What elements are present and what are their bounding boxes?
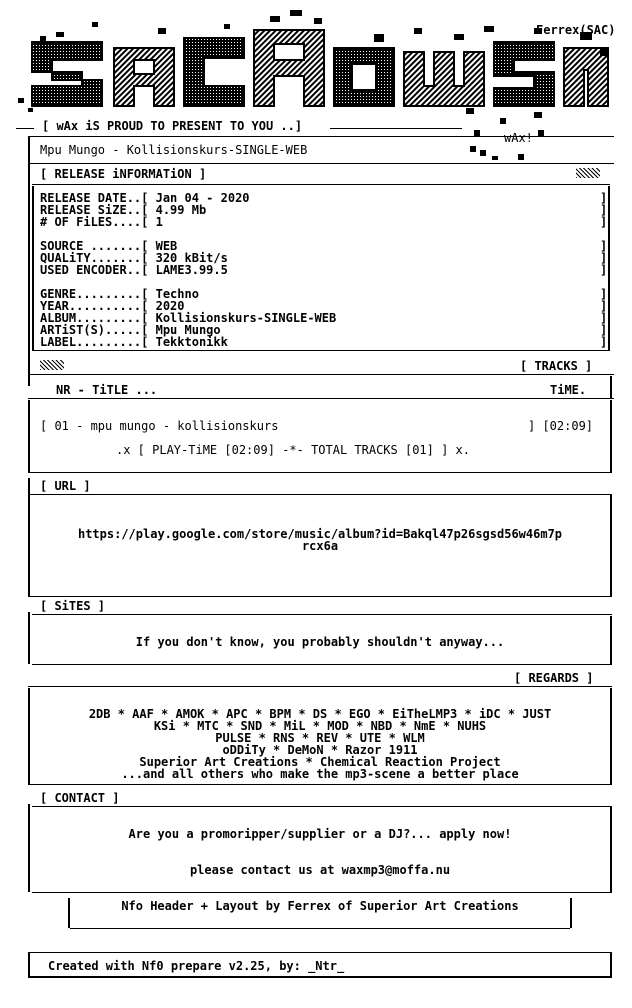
release-info-heading: [ RELEASE iNFORMATiON ] (40, 167, 207, 181)
section-left-bar-inner (32, 186, 34, 350)
info-label: YEAR..........[ (40, 299, 149, 313)
sites-bottom-rule (32, 664, 612, 665)
contact-bottom-rule (32, 892, 612, 893)
info-label: ALBUM.........[ (40, 311, 149, 325)
contact-top-rule (32, 806, 612, 807)
section-left-bar (28, 164, 30, 386)
created-with: Created with Nf0 prepare v2.25, by: _Ntr_ (48, 959, 345, 973)
info-value: Mpu Mungo (155, 323, 221, 337)
row-end-bracket: ] (600, 263, 608, 277)
section-right-bar (608, 186, 610, 350)
regards-bottom-rule (28, 784, 612, 785)
info-value: Tekktonikk (155, 335, 228, 349)
row-end-bracket: ] (600, 323, 608, 337)
heading-shade-right (576, 168, 600, 178)
row-end-bracket: ] (600, 191, 608, 205)
tracklist-left-bar (28, 400, 30, 472)
info-label: LABEL.........[ (40, 335, 149, 349)
info-label: RELEASE DATE..[ (40, 191, 149, 205)
author-tag: Ferrex(SAC) (536, 23, 616, 37)
present-line: [ wAx iS PROUD TO PRESENT TO YOU ..] (42, 119, 303, 133)
tracks-heading: [ TRACKS ] (520, 359, 593, 373)
sites-text: If you don't know, you probably shouldn't anyway... (135, 635, 505, 649)
row-end-bracket: ] (600, 311, 608, 325)
info-label: QUALiTY.......[ (40, 251, 149, 265)
wax-logo-art (14, 8, 614, 126)
info-label: SOURCE .......[ (40, 239, 149, 253)
regards-line: KSi * MTC * SND * MiL * MOD * NBD * NmE * NUHS (153, 719, 487, 733)
track-time: ] [02:09] (528, 419, 594, 433)
row-end-bracket: ] (600, 335, 608, 349)
release-info-row (40, 216, 606, 228)
tracks-top-rule (28, 374, 614, 375)
tracklist-right-bar (610, 400, 612, 472)
info-value: 1 (155, 215, 163, 229)
present-line-rule-right (330, 128, 462, 129)
info-value: LAME3.99.5 (155, 263, 228, 277)
sites-top-rule (32, 614, 612, 615)
layout-credit: Nfo Header + Layout by Ferrex of Superior Art Creations (121, 899, 519, 913)
release-info-row (40, 336, 606, 348)
present-line-rule-left (16, 128, 34, 129)
row-end-bracket: ] (600, 203, 608, 217)
tracks-heading-shade (40, 360, 64, 370)
release-info-top-rule (32, 184, 610, 185)
row-end-bracket: ] (600, 239, 608, 253)
credit-bottom-rule (70, 928, 570, 929)
regards-line: ...and all others who make the mp3-scene a better place (121, 767, 519, 781)
info-value: 4.99 Mb (155, 203, 207, 217)
row-end-bracket: ] (600, 287, 608, 301)
regards-line: Superior Art Creations * Chemical Reaction Project (139, 755, 501, 769)
regards-line: oDDiTy * DeMoN * Razor 1911 (222, 743, 418, 757)
regards-lines (28, 708, 612, 780)
contact-right-bar (610, 806, 612, 892)
tracks-right-bar (610, 376, 612, 398)
tracklist-bottom-rule (28, 472, 612, 473)
info-value: Jan 04 - 2020 (155, 191, 250, 205)
tracks-col-rule (28, 398, 614, 399)
info-label: # OF FiLES....[ (40, 215, 149, 229)
info-value: Techno (155, 287, 199, 301)
tracks-summary: .x [ PLAY-TiME [02:09] -*- TOTAL TRACKS [01] ] x. (116, 443, 471, 457)
info-label: USED ENCODER..[ (40, 263, 149, 277)
info-label: RELEASE SiZE..[ (40, 203, 149, 217)
track-entry: [ 01 - mpu mungo - kollisionskurs (40, 419, 279, 433)
release-name: Mpu Mungo - Kollisionskurs-SINGLE-WEB (40, 143, 308, 157)
url-line-1[interactable]: https://play.google.com/store/music/album?id=Bakql47p26sgsd56w46m7p (77, 527, 563, 541)
info-value: WEB (155, 239, 178, 253)
release-info-list (40, 192, 606, 348)
release-info-bottom-rule (32, 350, 610, 351)
regards-top-rule (28, 686, 612, 687)
url-line-2[interactable]: rcx6a (301, 539, 339, 553)
regards-line: PULSE * RNS * REV * UTE * WLM (215, 731, 425, 745)
nfo-logo (14, 8, 614, 126)
logo-signature: wAx! (504, 131, 533, 145)
tracks-col-nr-title: NR - TiTLE ... (56, 383, 158, 397)
logo-letter-blocks (32, 30, 608, 106)
info-value: 2020 (155, 299, 185, 313)
info-label: ARTiST(S).....[ (40, 323, 149, 337)
contact-left-bar (28, 804, 30, 892)
release-info-row-ends (600, 192, 607, 348)
info-label: GENRE.........[ (40, 287, 149, 301)
info-value: Kollisionskurs-SINGLE-WEB (155, 311, 337, 325)
url-heading: [ URL ] (40, 479, 91, 493)
row-end-bracket: ] (600, 299, 608, 313)
row-end-bracket: ] (600, 251, 608, 265)
contact-line-2[interactable]: please contact us at waxmp3@moffa.nu (189, 863, 451, 877)
contact-heading: [ CONTACT ] (40, 791, 120, 805)
regards-heading: [ REGARDS ] (514, 671, 594, 685)
url-top-rule (28, 494, 612, 495)
tracks-col-time: TiME. (550, 383, 587, 397)
row-end-bracket: ] (600, 215, 608, 229)
contact-line-1: Are you a promoripper/supplier or a DJ?... apply now! (128, 827, 512, 841)
release-info-row (40, 264, 606, 276)
url-bottom-rule (28, 596, 612, 597)
regards-line: 2DB * AAF * AMOK * APC * BPM * DS * EGO * EiTheLMP3 * iDC * JUST (88, 707, 552, 721)
info-value: 320 kBit/s (155, 251, 228, 265)
sites-heading: [ SiTES ] (40, 599, 106, 613)
